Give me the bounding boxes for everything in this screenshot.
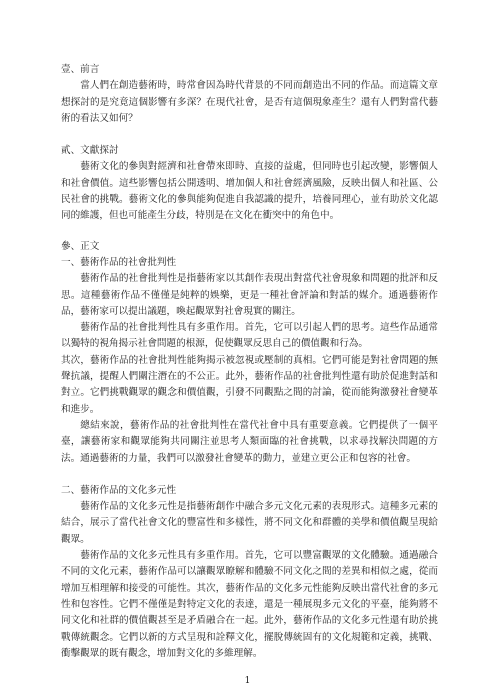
section-heading-main-text: 參、正文	[61, 240, 100, 252]
section-heading-introduction: 壹、前言	[61, 64, 100, 75]
subsection-heading-social-criticism: 一、藝術作品的社會批判性	[61, 256, 177, 268]
body-paragraph: 其次，藝術作品的社會批判性能夠揭示被忽視或壓制的真相。它們可能是對社會問題的無聲抗議，提醒人們關注潛在的不公正。此外，藝術作品的社會批判性還有助於促進對話和對立。它們挑戰觀眾的觀念和價值觀，引發不同觀點之間的討論，從而能夠激發社會變革和進步。	[61, 354, 438, 415]
page-number: 1	[244, 676, 251, 686]
literature-review-paragraph: 藝術文化的參與對經濟和社會帶來即時、直接的益處，但同時也引起改變，影響個人和社會價值。這些影響包括公開透明、增加個人和社會經濟風險，反映出個人和社區、公民社會的挑戰。藝術文化的參與能夠促進自我認識的提升，培養同理心，並有助於文化認同的維護，但也可能產生分歧，特別是在文化在衝突中的角色中。	[61, 161, 438, 222]
introduction-paragraph: 當人們在創造藝術時，時常會因為時代背景的不同而創造出不同的作品。而這篇文章想探討的是究竟這個影響有多深？在現代社會，是否有這個現象產生？還有人們對當代藝術的看法又如何？	[61, 80, 438, 124]
body-paragraph: 藝術作品的文化多元性具有多重作用。首先，它可以豐富觀眾的文化體驗。通過融合不同的文化元素，藝術作品可以讓觀眾瞭解和體驗不同文化之間的差異和相似之處，從而增加互相理解和接受的可能性。其次，藝術作品的文化多元性能夠反映出當代社會的多元性和包容性。它們不僅僅是對特定文化的表達，還是一種展現多元文化的平臺，能夠將不同文化和社群的價值觀甚至是矛盾融合在一起。此外，藝術作品的文化多元性還有助於挑戰傳統觀念。它們以新的方式呈現和詮釋文化，擺脫傳統固有的文化規範和定義，挑戰、衝擊觀眾的既有觀念，增加對文化的多維理解。	[61, 550, 438, 659]
document-body	[61, 62, 438, 662]
body-paragraph: 藝術作品的社會批判性是指藝術家以其創作表現出對當代社會現象和問題的批評和反思。這種藝術作品不僅僅是純粹的娛樂，更是一種社會評論和對話的媒介。通過藝術作品，藝術家可以提出議題，喚起觀眾對社會現實的關注。	[61, 273, 438, 317]
body-paragraph: 總結來說，藝術作品的社會批判性在當代社會中具有重要意義。它們提供了一個平臺，讓藝術家和觀眾能夠共同關注並思考人類面臨的社會挑戰，以求尋找解決問題的方法。通過藝術的力量，我們可以激發社會變革的動力，並建立更公正和包容的社會。	[61, 419, 438, 464]
section-heading-literature-review: 貳、文獻探討	[61, 145, 119, 157]
subsection-heading-cultural-diversity: 二、藝術作品的文化多元性	[61, 484, 177, 496]
body-paragraph: 藝術作品的社會批判性具有多重作用。首先，它可以引起人們的思考。這些作品通常以獨特的視角揭示社會問題的根源，促使觀眾反思自己的價值觀和行為。	[61, 322, 438, 350]
body-paragraph: 藝術作品的文化多元性是指藝術創作中融合多元文化元素的表現形式。這種多元素的結合，展示了當代社會文化的豐富性和多樣性，將不同文化和群體的美學和價值觀呈現給觀眾。	[61, 501, 438, 545]
